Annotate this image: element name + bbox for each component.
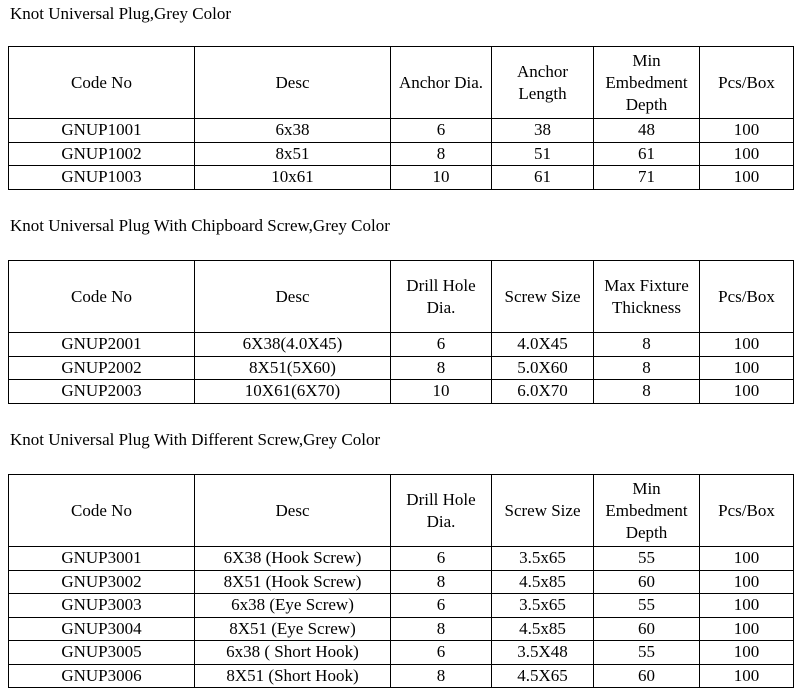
cell-screw-size: 4.5x85	[492, 570, 594, 594]
section-title-different-screw: Knot Universal Plug With Different Screw,Grey Color	[10, 430, 381, 449]
cell-anchor-dia: 8	[391, 142, 492, 166]
cell-code-no: GNUP3005	[9, 641, 195, 665]
cell-desc: 8X51 (Hook Screw)	[195, 570, 391, 594]
col-header-pcs-box: Pcs/Box	[700, 47, 794, 119]
col-header-min-embedment-depth: Min Embedment Depth	[594, 475, 700, 547]
cell-desc: 8X51(5X60)	[195, 356, 391, 380]
col-header-anchor-dia: Anchor Dia.	[391, 47, 492, 119]
cell-min-embedment-depth: 60	[594, 664, 700, 688]
cell-screw-size: 6.0X70	[492, 380, 594, 404]
cell-min-embedment-depth: 55	[594, 594, 700, 618]
cell-pcs-box: 100	[700, 142, 794, 166]
table-header-row	[9, 261, 794, 333]
section-title-universal-plug: Knot Universal Plug,Grey Color	[10, 4, 231, 23]
cell-drill-hole-dia: 8	[391, 617, 492, 641]
table-row	[9, 617, 794, 641]
cell-drill-hole-dia: 8	[391, 356, 492, 380]
cell-pcs-box: 100	[700, 547, 794, 571]
cell-max-fixture-thickness: 8	[594, 356, 700, 380]
table-row	[9, 333, 794, 357]
cell-max-fixture-thickness: 8	[594, 333, 700, 357]
cell-pcs-box: 100	[700, 664, 794, 688]
cell-desc: 10x61	[195, 166, 391, 190]
cell-code-no: GNUP2003	[9, 380, 195, 404]
table-row	[9, 547, 794, 571]
cell-min-embedment-depth: 55	[594, 641, 700, 665]
col-header-code-no: Code No	[9, 47, 195, 119]
cell-drill-hole-dia: 10	[391, 380, 492, 404]
cell-desc: 8X51 (Short Hook)	[195, 664, 391, 688]
col-header-screw-size: Screw Size	[492, 261, 594, 333]
cell-code-no: GNUP1003	[9, 166, 195, 190]
cell-pcs-box: 100	[700, 380, 794, 404]
cell-min-embedment-depth: 60	[594, 570, 700, 594]
cell-desc: 6X38 (Hook Screw)	[195, 547, 391, 571]
cell-desc: 8x51	[195, 142, 391, 166]
cell-pcs-box: 100	[700, 641, 794, 665]
cell-pcs-box: 100	[700, 570, 794, 594]
cell-anchor-dia: 6	[391, 119, 492, 143]
cell-drill-hole-dia: 6	[391, 333, 492, 357]
cell-min-embedment-depth: 48	[594, 119, 700, 143]
cell-drill-hole-dia: 8	[391, 570, 492, 594]
cell-desc: 10X61(6X70)	[195, 380, 391, 404]
table-row	[9, 166, 794, 190]
col-header-desc: Desc	[195, 47, 391, 119]
chipboard-screw-table	[8, 260, 794, 404]
table-row	[9, 119, 794, 143]
col-header-pcs-box: Pcs/Box	[700, 261, 794, 333]
cell-desc: 6x38 ( Short Hook)	[195, 641, 391, 665]
col-header-pcs-box: Pcs/Box	[700, 475, 794, 547]
cell-desc: 6x38	[195, 119, 391, 143]
cell-screw-size: 3.5x65	[492, 547, 594, 571]
cell-pcs-box: 100	[700, 356, 794, 380]
cell-code-no: GNUP1002	[9, 142, 195, 166]
cell-min-embedment-depth: 60	[594, 617, 700, 641]
cell-min-embedment-depth: 71	[594, 166, 700, 190]
cell-screw-size: 5.0X60	[492, 356, 594, 380]
col-header-desc: Desc	[195, 261, 391, 333]
col-header-code-no: Code No	[9, 475, 195, 547]
cell-drill-hole-dia: 6	[391, 641, 492, 665]
cell-screw-size: 4.0X45	[492, 333, 594, 357]
cell-screw-size: 3.5x65	[492, 594, 594, 618]
cell-code-no: GNUP3004	[9, 617, 195, 641]
cell-code-no: GNUP2002	[9, 356, 195, 380]
table-row	[9, 142, 794, 166]
col-header-min-embedment-depth: Min Embedment Depth	[594, 47, 700, 119]
cell-desc: 6X38(4.0X45)	[195, 333, 391, 357]
cell-drill-hole-dia: 6	[391, 594, 492, 618]
different-screw-table	[8, 474, 794, 688]
cell-pcs-box: 100	[700, 617, 794, 641]
cell-code-no: GNUP3002	[9, 570, 195, 594]
table-row	[9, 570, 794, 594]
cell-code-no: GNUP3003	[9, 594, 195, 618]
cell-drill-hole-dia: 6	[391, 547, 492, 571]
cell-desc: 8X51 (Eye Screw)	[195, 617, 391, 641]
table-row	[9, 641, 794, 665]
col-header-drill-hole-dia: Drill Hole Dia.	[391, 475, 492, 547]
cell-code-no: GNUP1001	[9, 119, 195, 143]
col-header-screw-size: Screw Size	[492, 475, 594, 547]
table-row	[9, 664, 794, 688]
table-row	[9, 594, 794, 618]
col-header-drill-hole-dia: Drill Hole Dia.	[391, 261, 492, 333]
cell-code-no: GNUP3001	[9, 547, 195, 571]
cell-drill-hole-dia: 8	[391, 664, 492, 688]
section-title-chipboard-screw: Knot Universal Plug With Chipboard Screw,Grey Color	[10, 216, 390, 235]
cell-min-embedment-depth: 55	[594, 547, 700, 571]
table-header-row	[9, 47, 794, 119]
cell-screw-size: 4.5X65	[492, 664, 594, 688]
col-header-anchor-length: Anchor Length	[492, 47, 594, 119]
cell-screw-size: 3.5X48	[492, 641, 594, 665]
col-header-desc: Desc	[195, 475, 391, 547]
cell-pcs-box: 100	[700, 119, 794, 143]
cell-anchor-dia: 10	[391, 166, 492, 190]
cell-anchor-length: 61	[492, 166, 594, 190]
cell-anchor-length: 51	[492, 142, 594, 166]
cell-min-embedment-depth: 61	[594, 142, 700, 166]
cell-pcs-box: 100	[700, 594, 794, 618]
cell-pcs-box: 100	[700, 166, 794, 190]
col-header-code-no: Code No	[9, 261, 195, 333]
table-header-row	[9, 475, 794, 547]
universal-plug-table	[8, 46, 794, 190]
cell-max-fixture-thickness: 8	[594, 380, 700, 404]
table-row	[9, 380, 794, 404]
cell-screw-size: 4.5x85	[492, 617, 594, 641]
cell-code-no: GNUP2001	[9, 333, 195, 357]
cell-desc: 6x38 (Eye Screw)	[195, 594, 391, 618]
col-header-max-fixture-thickness: Max Fixture Thickness	[594, 261, 700, 333]
cell-pcs-box: 100	[700, 333, 794, 357]
cell-anchor-length: 38	[492, 119, 594, 143]
cell-code-no: GNUP3006	[9, 664, 195, 688]
table-row	[9, 356, 794, 380]
